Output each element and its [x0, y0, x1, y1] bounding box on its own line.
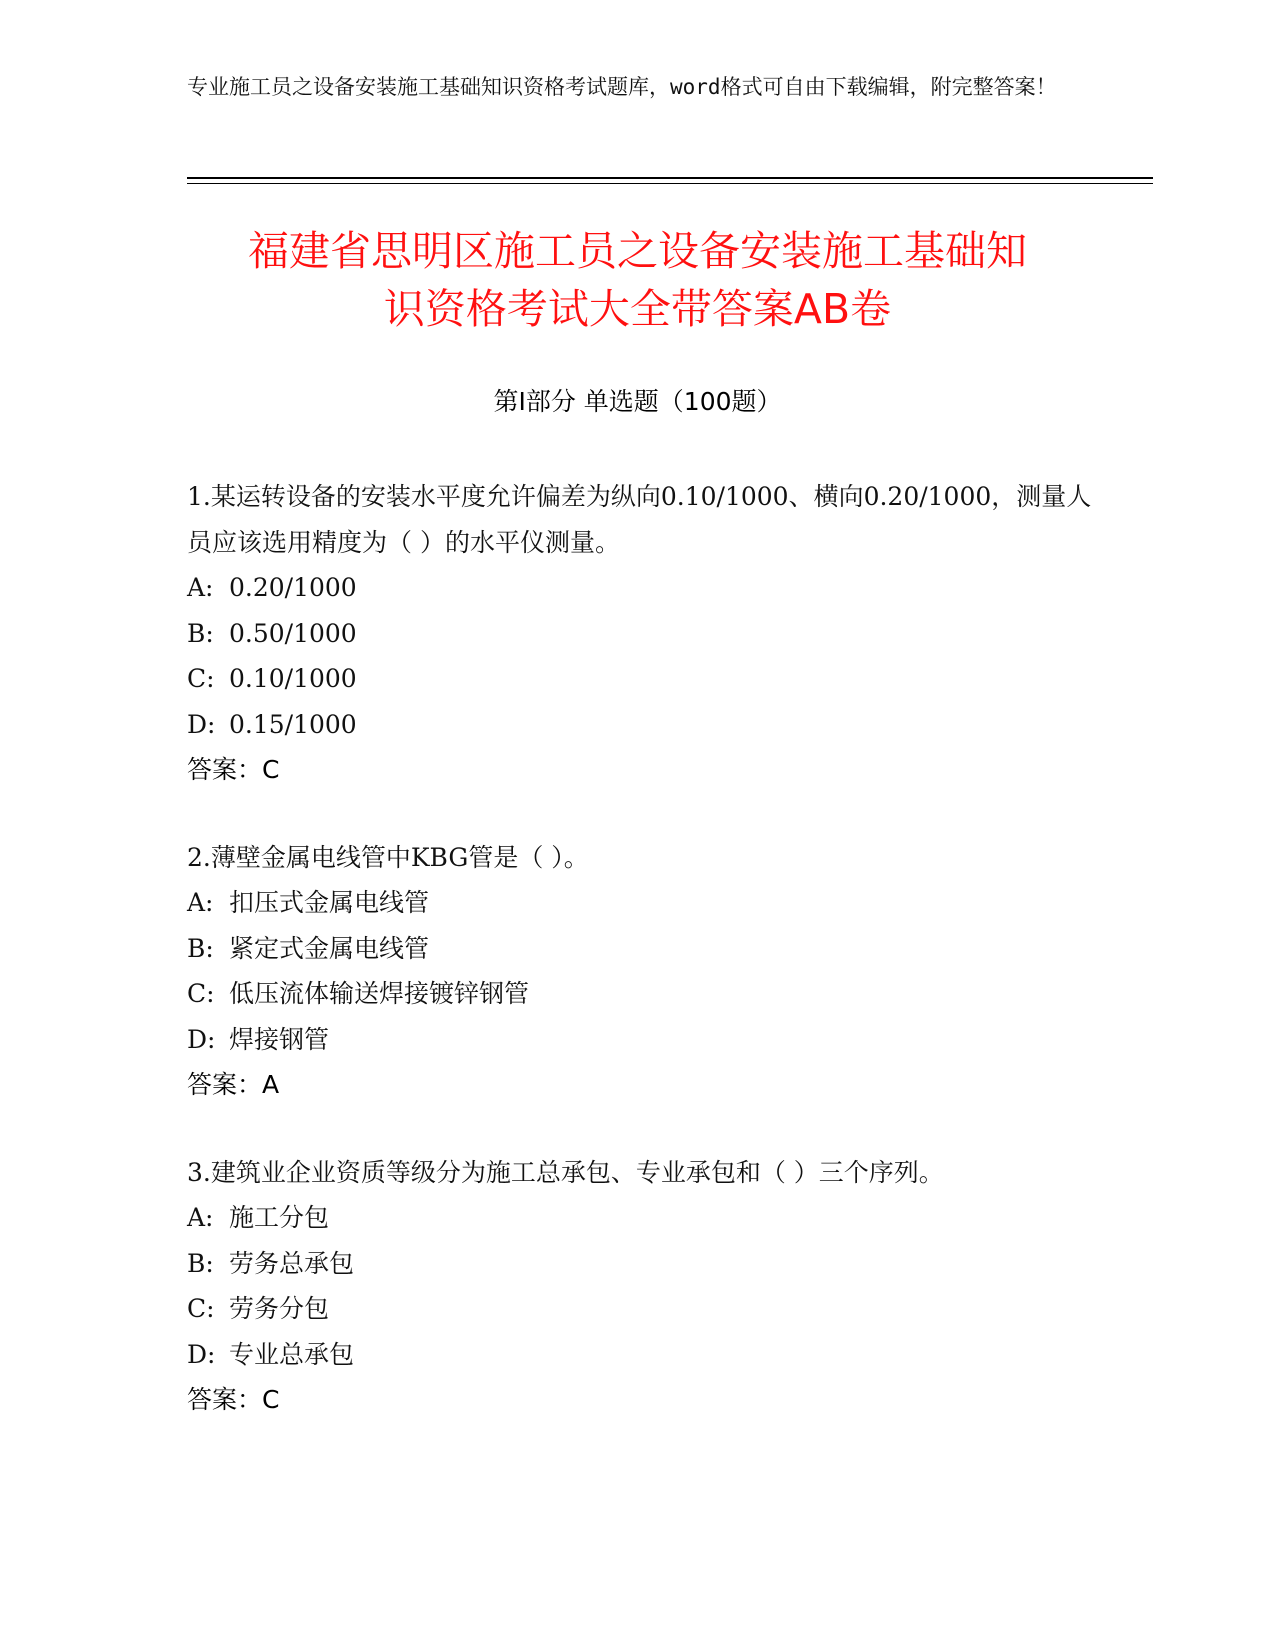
option-text: 0.50/1000: [229, 618, 357, 648]
answer-value: C: [262, 755, 280, 784]
option-b: [187, 926, 1107, 972]
document-title-line-2: 识资格考试大全带答案AB卷: [383, 285, 892, 333]
answer-label: 答案：: [187, 1070, 263, 1099]
option-text: 劳务分包: [229, 1294, 330, 1323]
section-heading: 第I部分 单选题（100题）: [493, 387, 782, 416]
header-divider-thick: [187, 177, 1153, 179]
option-text: 扣压式金属电线管: [229, 888, 430, 917]
option-a: [187, 880, 1107, 926]
option-text: 专业总承包: [229, 1339, 355, 1369]
answer-label: 答案：: [187, 1385, 263, 1414]
answer-line: [187, 747, 1107, 793]
option-text: 施工分包: [229, 1203, 330, 1232]
option-text: 0.20/1000: [229, 573, 357, 602]
option-letter: C:: [187, 1294, 215, 1323]
option-text: 低压流体输送焊接镀锌钢管: [229, 979, 530, 1008]
document-title: [150, 222, 1125, 338]
option-letter: A:: [187, 573, 214, 602]
question-text: 2.薄壁金属电线管中KBG管是（ ）。: [187, 842, 589, 872]
option-text: 紧定式金属电线管: [229, 933, 430, 963]
option-letter: D:: [187, 1024, 216, 1054]
option-letter: A:: [187, 888, 214, 917]
option-letter: B:: [187, 933, 214, 963]
question-2: [187, 835, 1107, 1108]
option-text: 焊接钢管: [229, 1024, 330, 1054]
option-letter: B:: [187, 1248, 214, 1278]
option-b: [187, 611, 1107, 657]
option-c: [187, 971, 1107, 1017]
option-letter: D:: [187, 1339, 216, 1369]
option-letter: D:: [187, 709, 216, 739]
header-note: 专业施工员之设备安装施工基础知识资格考试题库，word格式可自由下载编辑，附完整答案！: [187, 75, 1057, 99]
option-c: [187, 1286, 1107, 1332]
question-list: [187, 474, 1107, 1465]
document-title-line-1: 福建省思明区施工员之设备安装施工基础知: [248, 227, 1027, 275]
option-b: [187, 1241, 1107, 1287]
option-letter: C:: [187, 979, 215, 1008]
option-c: [187, 656, 1107, 702]
option-letter: C:: [187, 664, 215, 693]
answer-line: [187, 1377, 1107, 1423]
question-text: 3.建筑业企业资质等级分为施工总承包、专业承包和（ ）三个序列。: [187, 1157, 944, 1187]
question-text: 1.某运转设备的安装水平度允许偏差为纵向0.10/1000、横向0.20/1000，测量人员应该选用精度为（ ）的水平仪测量。: [187, 482, 1092, 557]
option-d: [187, 702, 1107, 748]
option-text: 劳务总承包: [229, 1248, 355, 1278]
option-a: [187, 1195, 1107, 1241]
option-text: 0.15/1000: [229, 709, 357, 739]
option-text: 0.10/1000: [229, 664, 357, 693]
option-d: [187, 1332, 1107, 1378]
question-1: [187, 474, 1107, 793]
answer-line: [187, 1062, 1107, 1108]
option-d: [187, 1017, 1107, 1063]
question-3: [187, 1150, 1107, 1423]
option-letter: B:: [187, 618, 214, 648]
answer-label: 答案：: [187, 755, 263, 784]
option-letter: A:: [187, 1203, 214, 1232]
answer-value: A: [262, 1070, 280, 1099]
header-divider-thin: [187, 183, 1153, 184]
option-a: [187, 565, 1107, 611]
answer-value: C: [262, 1385, 280, 1414]
